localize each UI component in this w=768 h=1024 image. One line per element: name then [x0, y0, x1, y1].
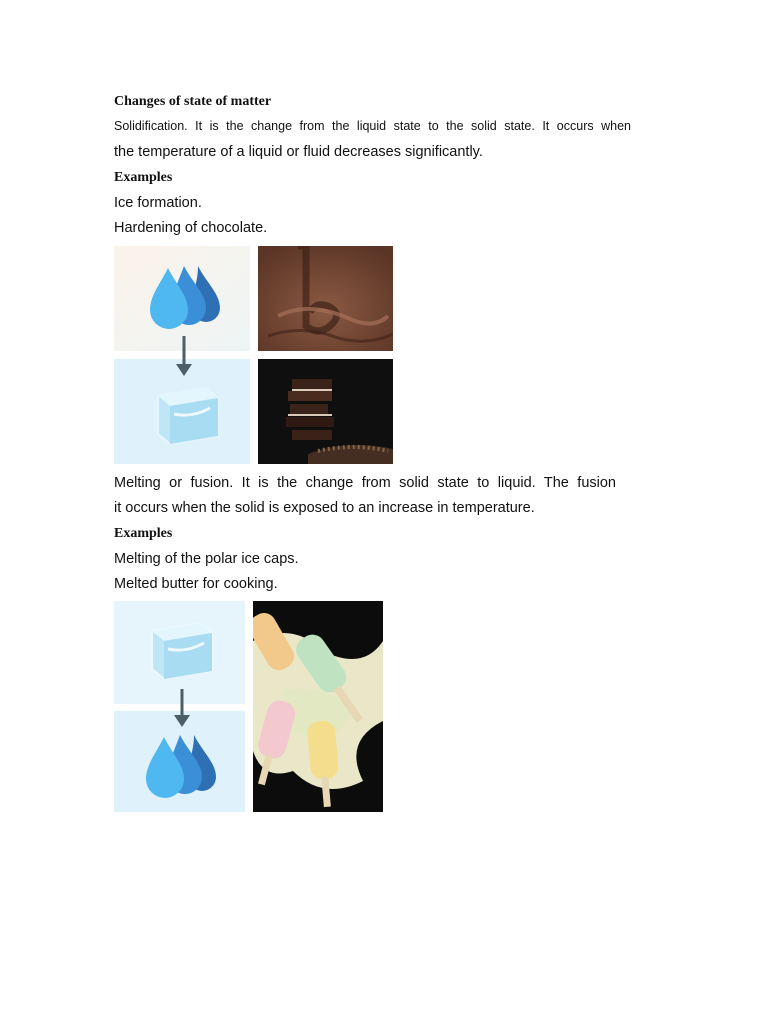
ice-cube-icon [158, 388, 218, 444]
melting-examples-heading: Examples [114, 526, 173, 541]
melting-definition-line1: Melting or fusion. It is the change from solid state to liquid. The fusion [114, 475, 616, 491]
solidification-example-1: Ice formation. [114, 195, 202, 211]
melting-diagram [114, 601, 245, 812]
ice-cube-icon [152, 623, 212, 679]
melting-definition-line2: it occurs when the solid is exposed to an increase in temperature. [114, 500, 535, 516]
solidification-diagram [114, 246, 250, 464]
solidification-example-2: Hardening of chocolate. [114, 220, 268, 236]
solidification-definition-line2: the temperature of a liquid or fluid decreases significantly. [114, 144, 483, 160]
solidification-examples-heading: Examples [114, 170, 173, 185]
melting-example-2: Melted butter for cooking. [114, 576, 278, 592]
melting-popsicles-photo [253, 601, 383, 812]
chocolate-bars-photo [258, 359, 393, 464]
melting-example-1: Melting of the polar ice caps. [114, 551, 299, 567]
melted-chocolate-photo [258, 246, 393, 351]
solidification-definition-line1: Solidification. It is the change from the liquid state to the solid state. It occurs when [114, 119, 631, 133]
page-title: Changes of state of matter [114, 94, 272, 109]
